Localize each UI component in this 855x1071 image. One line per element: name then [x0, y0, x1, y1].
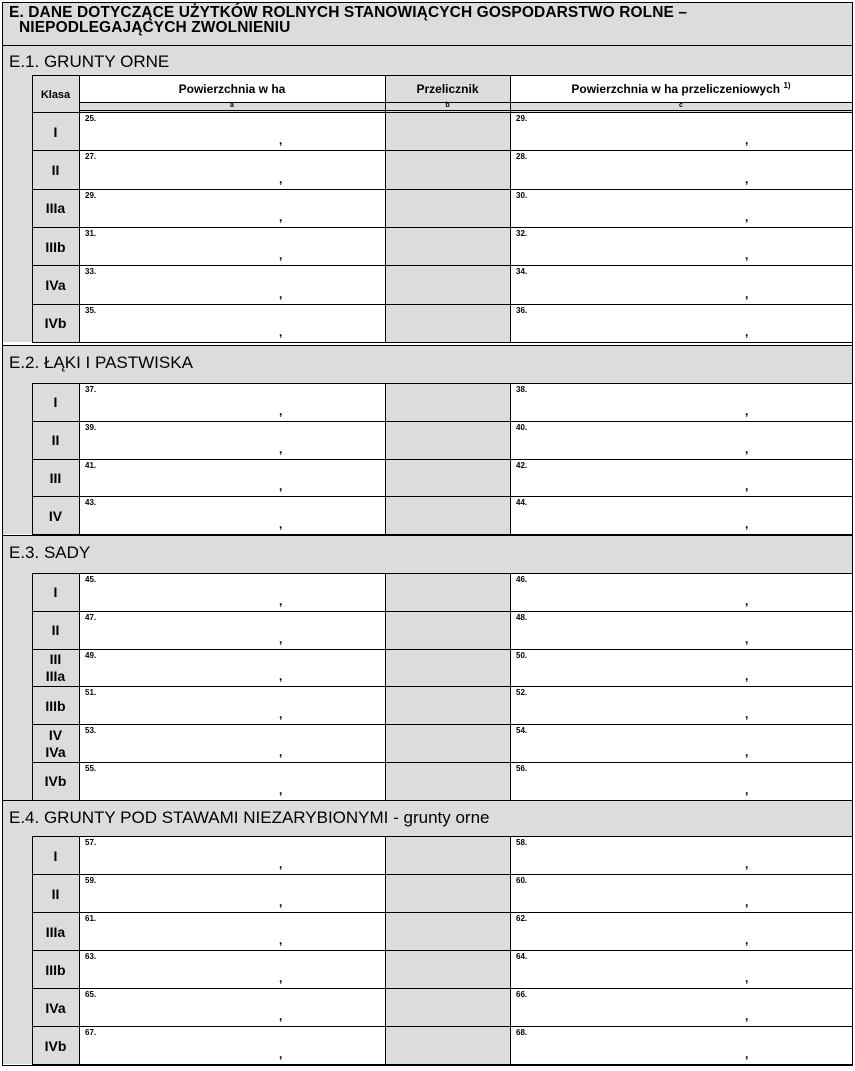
klasa-cell: [32, 622, 79, 639]
decimal-comma: ,: [745, 744, 749, 759]
field-number: 49.: [85, 650, 97, 660]
decimal-comma: ,: [745, 782, 749, 797]
klasa-cell: [32, 124, 79, 141]
row-rule: [32, 150, 852, 151]
column-c-header: [510, 81, 852, 96]
decimal-comma: ,: [745, 895, 749, 909]
klasa-cell: [32, 886, 79, 903]
field-number: 30.: [516, 190, 528, 200]
header-top-rule: [32, 75, 852, 76]
area-ha-input[interactable]: [80, 384, 385, 421]
converted-area-input[interactable]: [511, 951, 852, 988]
area-ha-input[interactable]: [80, 687, 385, 724]
section-top-rule-3: [2, 535, 853, 536]
decimal-comma: ,: [745, 707, 749, 721]
row-rule: [32, 227, 852, 228]
section-top-rule-2: [2, 345, 853, 346]
decimal-comma: ,: [745, 593, 749, 608]
decimal-comma: ,: [279, 593, 283, 608]
field-number: 35.: [85, 305, 97, 315]
decimal-comma: ,: [279, 782, 283, 797]
klasa-cell: [32, 239, 79, 256]
converted-area-input[interactable]: [511, 190, 852, 227]
klasa-value: IIIb: [45, 697, 66, 714]
title-line-2: NIEPODLEGAJĄCYCH ZWOLNIENIU: [19, 19, 291, 36]
field-number: 60.: [516, 876, 528, 885]
decimal-comma: ,: [745, 133, 749, 148]
klasa-header: Klasa: [40, 89, 71, 101]
klasa-value: IVa: [45, 743, 66, 760]
column-c-left-rule: [510, 75, 511, 342]
klasa-value: IVa: [45, 999, 66, 1016]
converted-area-input[interactable]: [511, 875, 852, 912]
klasa-cell: [32, 848, 79, 865]
area-ha-input[interactable]: [80, 1027, 385, 1064]
area-ha-input[interactable]: [80, 305, 385, 342]
klasa-value: I: [53, 394, 58, 411]
field-number: 34.: [516, 267, 528, 277]
row-rule: [32, 112, 852, 113]
klasa-cell: [32, 651, 79, 685]
klasa-cell: [32, 1038, 79, 1055]
column-a-sublabel: a: [230, 102, 234, 109]
row-rule: [32, 724, 852, 725]
klasa-value: I: [53, 123, 58, 140]
field-number: 32.: [516, 228, 528, 238]
klasa-cell: [32, 162, 79, 179]
klasa-value: III: [49, 651, 62, 668]
klasa-cell: [32, 470, 79, 487]
decimal-comma: ,: [279, 479, 283, 494]
decimal-comma: ,: [279, 1009, 283, 1023]
field-number: 62.: [516, 914, 528, 923]
decimal-comma: ,: [279, 857, 283, 871]
table-right-rule: [852, 573, 853, 800]
section-title-4: E.4. GRUNTY POD STAWAMI NIEZARYBIONYMI - grunty orne: [9, 808, 490, 827]
row-rule: [32, 573, 852, 574]
area-ha-input[interactable]: [80, 228, 385, 265]
field-number: 33.: [85, 267, 97, 277]
column-b-sublabel: b: [445, 102, 450, 109]
left-gutter-2: [3, 383, 32, 534]
row-rule: [32, 611, 852, 612]
decimal-comma: ,: [279, 133, 283, 148]
converted-area-input[interactable]: [511, 574, 852, 611]
row-rule: [32, 874, 852, 875]
klasa-value: IVb: [44, 1037, 67, 1054]
field-number: 46.: [516, 575, 528, 584]
decimal-comma: ,: [279, 441, 283, 456]
decimal-comma: ,: [745, 248, 749, 263]
decimal-comma: ,: [745, 933, 749, 947]
header-bottom-rule: [79, 110, 852, 111]
row-rule: [32, 496, 852, 497]
section-bottom-rule: [32, 1064, 852, 1065]
klasa-cell: [32, 924, 79, 941]
row-rule: [32, 383, 852, 384]
converted-area-input[interactable]: [511, 460, 852, 497]
decimal-comma: ,: [279, 171, 283, 186]
title-line-1: E. DANE DOTYCZĄCE UŻYTKÓW ROLNYCH STANOWIĄCYCH GOSPODARSTWO ROLNE –: [9, 4, 688, 21]
klasa-cell: [32, 394, 79, 411]
outer-top-border: [2, 2, 853, 3]
field-number: 27.: [85, 152, 97, 162]
klasa-value: IIIa: [45, 668, 66, 685]
field-number: 48.: [516, 612, 528, 622]
row-rule: [32, 265, 852, 266]
field-number: 55.: [85, 763, 97, 773]
klasa-cell: [32, 1000, 79, 1017]
field-number: 64.: [516, 952, 528, 961]
decimal-comma: ,: [279, 324, 283, 339]
row-rule: [32, 686, 852, 687]
section-bar-bg-3: [3, 536, 852, 573]
area-ha-input[interactable]: [80, 913, 385, 950]
klasa-value: IV: [48, 507, 63, 524]
decimal-comma: ,: [279, 744, 283, 759]
decimal-comma: ,: [745, 517, 749, 531]
area-ha-input[interactable]: [80, 951, 385, 988]
section-title-2: E.2. ŁĄKI I PASTWISKA: [9, 353, 193, 372]
column-b-header: Przelicznik: [416, 82, 479, 96]
field-number: 28.: [516, 152, 528, 162]
klasa-value: IIIb: [45, 238, 66, 255]
table-right-rule: [852, 836, 853, 1064]
decimal-comma: ,: [279, 669, 283, 684]
klasa-value: IVb: [44, 773, 67, 790]
decimal-comma: ,: [279, 1047, 283, 1061]
field-number: 53.: [85, 726, 97, 735]
decimal-comma: ,: [279, 971, 283, 985]
field-number: 41.: [85, 460, 97, 470]
converted-area-input[interactable]: [511, 113, 852, 150]
field-number: 61.: [85, 914, 97, 923]
row-rule: [32, 304, 852, 305]
converted-area-input[interactable]: [511, 497, 852, 534]
area-ha-input[interactable]: [80, 190, 385, 227]
klasa-cell: [32, 277, 79, 294]
klasa-value: IVb: [44, 315, 67, 332]
left-gutter-4: [3, 836, 32, 1064]
klasa-value: II: [51, 622, 60, 639]
klasa-cell: [32, 432, 79, 449]
klasa-value: IIIb: [45, 961, 66, 978]
field-number: 29.: [85, 190, 97, 200]
row-rule: [32, 1026, 852, 1027]
field-number: 52.: [516, 688, 528, 698]
field-number: 54.: [516, 726, 528, 735]
field-number: 36.: [516, 305, 528, 315]
klasa-value: II: [51, 885, 60, 902]
klasa-value: IIIa: [45, 923, 66, 940]
left-gutter-3: [3, 573, 32, 800]
field-number: 51.: [85, 688, 97, 698]
klasa-value: IV: [48, 726, 63, 743]
field-number: 40.: [516, 422, 528, 432]
converted-area-input[interactable]: [511, 913, 852, 950]
decimal-comma: ,: [745, 631, 749, 646]
field-number: 25.: [85, 114, 97, 123]
klasa-value: I: [53, 847, 58, 864]
klasa-value: I: [53, 584, 58, 601]
klasa-value: II: [51, 432, 60, 449]
field-number: 29.: [516, 114, 528, 123]
decimal-comma: ,: [745, 1047, 749, 1061]
column-a-header: Powierzchnia w ha: [178, 82, 286, 96]
converted-area-input[interactable]: [511, 989, 852, 1026]
table-right-rule: [852, 383, 853, 534]
decimal-comma: ,: [745, 286, 749, 301]
decimal-comma: ,: [279, 517, 283, 531]
converted-area-input[interactable]: [511, 725, 852, 762]
area-ha-input[interactable]: [80, 422, 385, 459]
field-number: 66.: [516, 990, 528, 999]
field-number: 44.: [516, 498, 528, 508]
area-ha-input[interactable]: [80, 989, 385, 1026]
row-rule: [32, 912, 852, 913]
field-number: 39.: [85, 422, 97, 432]
field-number: 63.: [85, 952, 97, 961]
decimal-comma: ,: [279, 895, 283, 909]
footnote-marker: 1): [783, 81, 791, 90]
area-ha-input[interactable]: [80, 612, 385, 649]
decimal-comma: ,: [745, 324, 749, 339]
area-ha-input[interactable]: [80, 113, 385, 150]
area-ha-input[interactable]: [80, 151, 385, 188]
field-number: 31.: [85, 228, 97, 238]
field-number: 50.: [516, 650, 528, 660]
klasa-value: II: [51, 161, 60, 178]
field-number: 67.: [85, 1028, 97, 1037]
area-ha-input[interactable]: [80, 725, 385, 762]
row-rule: [32, 836, 852, 837]
left-gutter-1: [3, 75, 32, 342]
field-number: 57.: [85, 838, 97, 847]
area-ha-input[interactable]: [80, 460, 385, 497]
area-ha-input[interactable]: [80, 497, 385, 534]
table-right-rule: [852, 75, 853, 342]
section-top-rule-1: [2, 45, 853, 46]
klasa-cell: [32, 962, 79, 979]
klasa-cell: [32, 727, 79, 761]
decimal-comma: ,: [745, 171, 749, 186]
decimal-comma: ,: [279, 933, 283, 947]
decimal-comma: ,: [745, 857, 749, 871]
decimal-comma: ,: [279, 286, 283, 301]
decimal-comma: ,: [745, 441, 749, 456]
converted-area-input[interactable]: [511, 384, 852, 421]
decimal-comma: ,: [745, 479, 749, 494]
section-top-rule-4: [2, 800, 853, 801]
area-ha-input[interactable]: [80, 763, 385, 800]
column-a-left-rule: [79, 75, 80, 342]
field-number: 37.: [85, 385, 97, 394]
converted-area-input[interactable]: [511, 305, 852, 342]
klasa-value: IVa: [45, 276, 66, 293]
decimal-comma: ,: [745, 669, 749, 684]
decimal-comma: ,: [279, 403, 283, 418]
row-rule: [32, 762, 852, 763]
section-e-title: [9, 5, 687, 35]
klasa-cell: [32, 773, 79, 790]
klasa-cell: [32, 584, 79, 601]
row-rule: [32, 421, 852, 422]
converted-area-input[interactable]: [511, 1027, 852, 1064]
row-rule: [32, 189, 852, 190]
decimal-comma: ,: [745, 403, 749, 418]
klasa-cell: [32, 508, 79, 525]
field-number: 47.: [85, 612, 97, 622]
converted-area-input[interactable]: [511, 422, 852, 459]
converted-area-input[interactable]: [511, 151, 852, 188]
field-number: 43.: [85, 498, 97, 508]
column-b-left-rule: [385, 75, 386, 342]
klasa-value: III: [49, 469, 62, 486]
converted-area-input[interactable]: [511, 687, 852, 724]
decimal-comma: ,: [279, 631, 283, 646]
section-title-3: E.3. SADY: [9, 543, 91, 562]
converted-area-input[interactable]: [511, 266, 852, 303]
converted-area-input[interactable]: [511, 650, 852, 687]
field-number: 38.: [516, 385, 528, 394]
area-ha-input[interactable]: [80, 875, 385, 912]
area-ha-input[interactable]: [80, 837, 385, 874]
column-c-sublabel: c: [679, 102, 683, 109]
field-number: 56.: [516, 763, 528, 773]
column-c-label: Powierzchnia w ha przeliczeniowych: [571, 82, 781, 96]
field-number: 45.: [85, 575, 97, 584]
klasa-cell: [32, 200, 79, 217]
field-number: 58.: [516, 838, 528, 847]
decimal-comma: ,: [279, 707, 283, 721]
row-rule: [32, 988, 852, 989]
converted-area-input[interactable]: [511, 763, 852, 800]
converted-area-input[interactable]: [511, 612, 852, 649]
section-title-1: E.1. GRUNTY ORNE: [9, 52, 170, 71]
converted-area-input[interactable]: [511, 228, 852, 265]
decimal-comma: ,: [745, 971, 749, 985]
area-ha-input[interactable]: [80, 574, 385, 611]
field-number: 65.: [85, 990, 97, 999]
row-rule: [32, 459, 852, 460]
field-number: 42.: [516, 460, 528, 470]
klasa-value: IIIa: [45, 200, 66, 217]
section-bottom-rule: [32, 342, 852, 343]
row-rule: [32, 950, 852, 951]
decimal-comma: ,: [745, 1009, 749, 1023]
klasa-cell: [32, 315, 79, 332]
outer-bottom-border: [2, 1065, 853, 1066]
decimal-comma: ,: [279, 209, 283, 224]
row-rule: [32, 649, 852, 650]
converted-area-input[interactable]: [511, 837, 852, 874]
decimal-comma: ,: [279, 248, 283, 263]
area-ha-input[interactable]: [80, 266, 385, 303]
field-number: 59.: [85, 876, 97, 885]
klasa-cell: [32, 698, 79, 715]
area-ha-input[interactable]: [80, 650, 385, 687]
decimal-comma: ,: [745, 209, 749, 224]
field-number: 68.: [516, 1028, 528, 1037]
